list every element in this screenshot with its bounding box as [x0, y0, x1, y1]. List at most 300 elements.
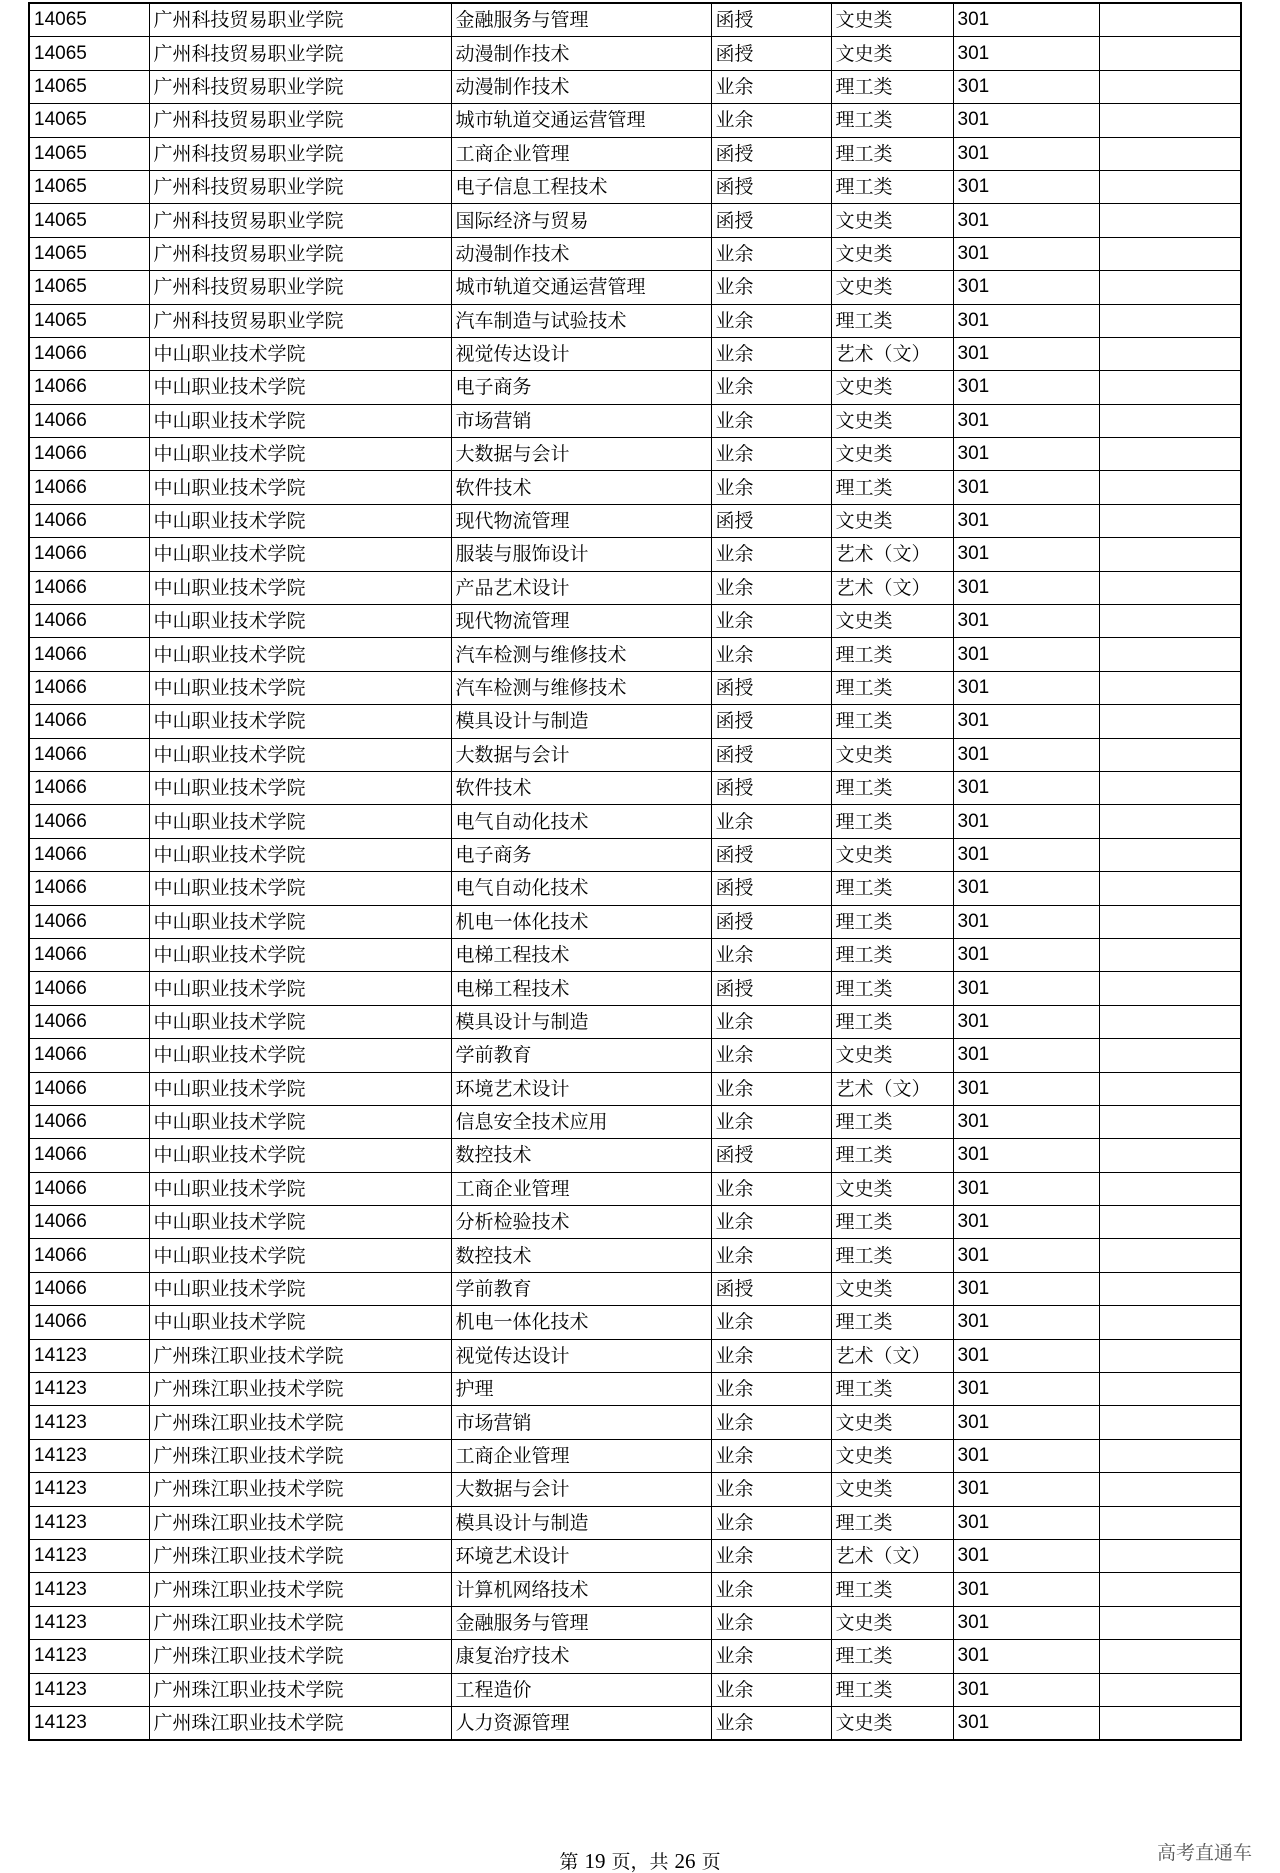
school-name-cell: 中山职业技术学院	[149, 771, 451, 804]
table-row	[29, 872, 1241, 905]
school-code-cell: 14066	[29, 1139, 149, 1172]
subject-category-cell: 理工类	[831, 1373, 953, 1406]
school-code-cell: 14123	[29, 1573, 149, 1606]
study-form-cell: 业余	[711, 805, 831, 838]
school-code-cell: 14066	[29, 771, 149, 804]
note-cell	[1099, 1139, 1241, 1172]
note-cell	[1099, 1072, 1241, 1105]
subject-category-cell: 理工类	[831, 972, 953, 1005]
table-row	[29, 738, 1241, 771]
study-form-cell: 函授	[711, 705, 831, 738]
study-form-cell: 业余	[711, 1439, 831, 1472]
school-name-cell: 中山职业技术学院	[149, 938, 451, 971]
current-page-number: 19	[584, 1849, 606, 1873]
score-cell: 301	[953, 1473, 1099, 1506]
study-form-cell: 业余	[711, 404, 831, 437]
note-cell	[1099, 1105, 1241, 1138]
score-cell: 301	[953, 872, 1099, 905]
table-row	[29, 1339, 1241, 1372]
subject-category-cell: 文史类	[831, 1473, 953, 1506]
table-row	[29, 204, 1241, 237]
table-row	[29, 1005, 1241, 1038]
school-name-cell: 广州珠江职业技术学院	[149, 1406, 451, 1439]
score-cell: 301	[953, 1640, 1099, 1673]
table-row	[29, 1606, 1241, 1639]
school-name-cell: 中山职业技术学院	[149, 504, 451, 537]
table-row	[29, 1640, 1241, 1673]
study-form-cell: 函授	[711, 838, 831, 871]
score-cell: 301	[953, 1706, 1099, 1740]
major-name-cell: 工程造价	[451, 1673, 711, 1706]
school-code-cell: 14066	[29, 1039, 149, 1072]
score-cell: 301	[953, 938, 1099, 971]
major-name-cell: 工商企业管理	[451, 137, 711, 170]
school-name-cell: 广州珠江职业技术学院	[149, 1673, 451, 1706]
table-row	[29, 838, 1241, 871]
study-form-cell: 业余	[711, 1373, 831, 1406]
study-form-cell: 业余	[711, 1573, 831, 1606]
study-form-cell: 业余	[711, 1239, 831, 1272]
score-cell: 301	[953, 1406, 1099, 1439]
major-name-cell: 市场营销	[451, 404, 711, 437]
subject-category-cell: 艺术（文）	[831, 337, 953, 370]
major-name-cell: 模具设计与制造	[451, 1005, 711, 1038]
school-name-cell: 广州科技贸易职业学院	[149, 104, 451, 137]
note-cell	[1099, 1272, 1241, 1305]
major-name-cell: 分析检验技术	[451, 1206, 711, 1239]
study-form-cell: 业余	[711, 1072, 831, 1105]
study-form-cell: 函授	[711, 872, 831, 905]
score-cell: 301	[953, 771, 1099, 804]
table-row	[29, 1105, 1241, 1138]
school-code-cell: 14066	[29, 1005, 149, 1038]
school-name-cell: 中山职业技术学院	[149, 605, 451, 638]
school-code-cell: 14066	[29, 538, 149, 571]
study-form-cell: 业余	[711, 1306, 831, 1339]
school-code-cell: 14123	[29, 1473, 149, 1506]
score-cell: 301	[953, 70, 1099, 103]
school-code-cell: 14123	[29, 1539, 149, 1572]
school-name-cell: 广州科技贸易职业学院	[149, 3, 451, 37]
study-form-cell: 业余	[711, 1039, 831, 1072]
brand-label: 高考直通车	[1156, 1842, 1252, 1864]
school-name-cell: 中山职业技术学院	[149, 1272, 451, 1305]
note-cell	[1099, 1439, 1241, 1472]
note-cell	[1099, 1539, 1241, 1572]
major-name-cell: 电气自动化技术	[451, 872, 711, 905]
note-cell	[1099, 1206, 1241, 1239]
major-name-cell: 人力资源管理	[451, 1706, 711, 1740]
school-code-cell: 14123	[29, 1406, 149, 1439]
table-row	[29, 671, 1241, 704]
study-form-cell: 函授	[711, 204, 831, 237]
subject-category-cell: 理工类	[831, 805, 953, 838]
table-row	[29, 1039, 1241, 1072]
school-name-cell: 中山职业技术学院	[149, 872, 451, 905]
subject-category-cell: 理工类	[831, 872, 953, 905]
school-name-cell: 广州珠江职业技术学院	[149, 1706, 451, 1740]
study-form-cell: 业余	[711, 104, 831, 137]
note-cell	[1099, 471, 1241, 504]
score-cell: 301	[953, 738, 1099, 771]
school-name-cell: 中山职业技术学院	[149, 1105, 451, 1138]
study-form-cell: 业余	[711, 271, 831, 304]
school-code-cell: 14123	[29, 1439, 149, 1472]
school-name-cell: 中山职业技术学院	[149, 1172, 451, 1205]
school-code-cell: 14065	[29, 104, 149, 137]
major-name-cell: 软件技术	[451, 471, 711, 504]
major-name-cell: 计算机网络技术	[451, 1573, 711, 1606]
note-cell	[1099, 538, 1241, 571]
subject-category-cell: 理工类	[831, 471, 953, 504]
footer-suffix: 页	[701, 1851, 721, 1873]
score-cell: 301	[953, 805, 1099, 838]
score-cell: 301	[953, 1105, 1099, 1138]
school-name-cell: 中山职业技术学院	[149, 738, 451, 771]
major-name-cell: 电梯工程技术	[451, 938, 711, 971]
school-name-cell: 广州科技贸易职业学院	[149, 70, 451, 103]
table-row	[29, 471, 1241, 504]
major-name-cell: 学前教育	[451, 1039, 711, 1072]
major-name-cell: 产品艺术设计	[451, 571, 711, 604]
note-cell	[1099, 1039, 1241, 1072]
note-cell	[1099, 204, 1241, 237]
study-form-cell: 业余	[711, 1406, 831, 1439]
major-name-cell: 动漫制作技术	[451, 237, 711, 270]
note-cell	[1099, 1373, 1241, 1406]
table-row	[29, 605, 1241, 638]
major-name-cell: 动漫制作技术	[451, 70, 711, 103]
school-code-cell: 14066	[29, 905, 149, 938]
score-cell: 301	[953, 1606, 1099, 1639]
school-code-cell: 14065	[29, 304, 149, 337]
note-cell	[1099, 1005, 1241, 1038]
study-form-cell: 业余	[711, 438, 831, 471]
study-form-cell: 函授	[711, 1272, 831, 1305]
school-code-cell: 14065	[29, 237, 149, 270]
score-cell: 301	[953, 1172, 1099, 1205]
score-cell: 301	[953, 204, 1099, 237]
school-code-cell: 14066	[29, 938, 149, 971]
note-cell	[1099, 1406, 1241, 1439]
school-code-cell: 14066	[29, 705, 149, 738]
school-code-cell: 14066	[29, 738, 149, 771]
school-code-cell: 14066	[29, 438, 149, 471]
note-cell	[1099, 1573, 1241, 1606]
major-name-cell: 国际经济与贸易	[451, 204, 711, 237]
major-name-cell: 电梯工程技术	[451, 972, 711, 1005]
school-code-cell: 14066	[29, 1239, 149, 1272]
score-cell: 301	[953, 838, 1099, 871]
school-code-cell: 14065	[29, 271, 149, 304]
table-row	[29, 504, 1241, 537]
table-row	[29, 938, 1241, 971]
school-code-cell: 14066	[29, 972, 149, 1005]
school-name-cell: 中山职业技术学院	[149, 471, 451, 504]
school-name-cell: 中山职业技术学院	[149, 1306, 451, 1339]
table-row	[29, 371, 1241, 404]
major-name-cell: 数控技术	[451, 1239, 711, 1272]
study-form-cell: 业余	[711, 1005, 831, 1038]
subject-category-cell: 理工类	[831, 1206, 953, 1239]
score-cell: 301	[953, 137, 1099, 170]
table-row	[29, 237, 1241, 270]
subject-category-cell: 理工类	[831, 771, 953, 804]
major-name-cell: 软件技术	[451, 771, 711, 804]
school-name-cell: 中山职业技术学院	[149, 337, 451, 370]
major-name-cell: 机电一体化技术	[451, 1306, 711, 1339]
major-name-cell: 大数据与会计	[451, 1473, 711, 1506]
table-row	[29, 905, 1241, 938]
study-form-cell: 业余	[711, 605, 831, 638]
note-cell	[1099, 1706, 1241, 1740]
score-cell: 301	[953, 104, 1099, 137]
score-cell: 301	[953, 1239, 1099, 1272]
score-cell: 301	[953, 404, 1099, 437]
note-cell	[1099, 972, 1241, 1005]
study-form-cell: 业余	[711, 70, 831, 103]
study-form-cell: 函授	[711, 972, 831, 1005]
school-name-cell: 广州珠江职业技术学院	[149, 1539, 451, 1572]
score-cell: 301	[953, 1206, 1099, 1239]
major-name-cell: 信息安全技术应用	[451, 1105, 711, 1138]
study-form-cell: 业余	[711, 1172, 831, 1205]
score-cell: 301	[953, 37, 1099, 70]
major-name-cell: 大数据与会计	[451, 738, 711, 771]
table-row	[29, 805, 1241, 838]
school-name-cell: 广州科技贸易职业学院	[149, 37, 451, 70]
school-code-cell: 14066	[29, 404, 149, 437]
score-cell: 301	[953, 471, 1099, 504]
score-cell: 301	[953, 337, 1099, 370]
major-name-cell: 护理	[451, 1373, 711, 1406]
study-form-cell: 业余	[711, 1706, 831, 1740]
score-cell: 301	[953, 271, 1099, 304]
table-row	[29, 1439, 1241, 1472]
major-name-cell: 大数据与会计	[451, 438, 711, 471]
score-cell: 301	[953, 1005, 1099, 1038]
study-form-cell: 函授	[711, 771, 831, 804]
subject-category-cell: 文史类	[831, 37, 953, 70]
study-form-cell: 业余	[711, 1339, 831, 1372]
subject-category-cell: 理工类	[831, 1573, 953, 1606]
major-name-cell: 城市轨道交通运营管理	[451, 104, 711, 137]
subject-category-cell: 理工类	[831, 1139, 953, 1172]
study-form-cell: 业余	[711, 1473, 831, 1506]
subject-category-cell: 文史类	[831, 1272, 953, 1305]
school-code-cell: 14123	[29, 1506, 149, 1539]
school-name-cell: 广州珠江职业技术学院	[149, 1373, 451, 1406]
study-form-cell: 业余	[711, 337, 831, 370]
major-name-cell: 动漫制作技术	[451, 37, 711, 70]
subject-category-cell: 文史类	[831, 204, 953, 237]
major-name-cell: 现代物流管理	[451, 605, 711, 638]
table-row	[29, 1539, 1241, 1572]
school-code-cell: 14066	[29, 504, 149, 537]
major-name-cell: 电子商务	[451, 838, 711, 871]
table-row	[29, 1239, 1241, 1272]
school-code-cell: 14123	[29, 1673, 149, 1706]
major-name-cell: 金融服务与管理	[451, 3, 711, 37]
major-name-cell: 机电一体化技术	[451, 905, 711, 938]
table-row	[29, 137, 1241, 170]
subject-category-cell: 文史类	[831, 605, 953, 638]
subject-category-cell: 理工类	[831, 170, 953, 203]
major-name-cell: 环境艺术设计	[451, 1539, 711, 1572]
score-cell: 301	[953, 605, 1099, 638]
note-cell	[1099, 170, 1241, 203]
school-name-cell: 广州科技贸易职业学院	[149, 137, 451, 170]
score-cell: 301	[953, 1506, 1099, 1539]
subject-category-cell: 艺术（文）	[831, 571, 953, 604]
school-name-cell: 广州科技贸易职业学院	[149, 304, 451, 337]
school-name-cell: 广州珠江职业技术学院	[149, 1640, 451, 1673]
school-code-cell: 14065	[29, 204, 149, 237]
school-name-cell: 广州科技贸易职业学院	[149, 170, 451, 203]
study-form-cell: 业余	[711, 1105, 831, 1138]
table-row	[29, 404, 1241, 437]
study-form-cell: 函授	[711, 504, 831, 537]
table-row	[29, 1172, 1241, 1205]
major-name-cell: 城市轨道交通运营管理	[451, 271, 711, 304]
score-cell: 301	[953, 1339, 1099, 1372]
note-cell	[1099, 938, 1241, 971]
note-cell	[1099, 37, 1241, 70]
note-cell	[1099, 271, 1241, 304]
score-cell: 301	[953, 1272, 1099, 1305]
school-code-cell: 14123	[29, 1640, 149, 1673]
note-cell	[1099, 872, 1241, 905]
school-code-cell: 14066	[29, 471, 149, 504]
study-form-cell: 业余	[711, 1539, 831, 1572]
subject-category-cell: 理工类	[831, 1506, 953, 1539]
school-name-cell: 广州珠江职业技术学院	[149, 1506, 451, 1539]
note-cell	[1099, 1506, 1241, 1539]
footer-prefix: 第	[559, 1851, 579, 1873]
school-code-cell: 14123	[29, 1606, 149, 1639]
subject-category-cell: 理工类	[831, 705, 953, 738]
subject-category-cell: 文史类	[831, 271, 953, 304]
major-name-cell: 康复治疗技术	[451, 1640, 711, 1673]
note-cell	[1099, 1172, 1241, 1205]
subject-category-cell: 艺术（文）	[831, 1339, 953, 1372]
school-name-cell: 广州珠江职业技术学院	[149, 1473, 451, 1506]
school-code-cell: 14066	[29, 671, 149, 704]
note-cell	[1099, 337, 1241, 370]
school-name-cell: 广州珠江职业技术学院	[149, 1606, 451, 1639]
study-form-cell: 业余	[711, 938, 831, 971]
table-row	[29, 3, 1241, 37]
table-row	[29, 1306, 1241, 1339]
major-name-cell: 汽车制造与试验技术	[451, 304, 711, 337]
school-name-cell: 中山职业技术学院	[149, 905, 451, 938]
table-row	[29, 1206, 1241, 1239]
score-cell: 301	[953, 1539, 1099, 1572]
table-row	[29, 1706, 1241, 1740]
table-row	[29, 1673, 1241, 1706]
study-form-cell: 业余	[711, 371, 831, 404]
school-name-cell: 广州珠江职业技术学院	[149, 1439, 451, 1472]
study-form-cell: 业余	[711, 1606, 831, 1639]
table-row	[29, 1072, 1241, 1105]
subject-category-cell: 文史类	[831, 1706, 953, 1740]
table-row	[29, 1272, 1241, 1305]
subject-category-cell: 文史类	[831, 404, 953, 437]
school-code-cell: 14065	[29, 70, 149, 103]
table-row	[29, 1373, 1241, 1406]
subject-category-cell: 理工类	[831, 104, 953, 137]
note-cell	[1099, 805, 1241, 838]
subject-category-cell: 理工类	[831, 1306, 953, 1339]
school-name-cell: 中山职业技术学院	[149, 671, 451, 704]
study-form-cell: 业余	[711, 571, 831, 604]
score-cell: 301	[953, 1039, 1099, 1072]
note-cell	[1099, 1473, 1241, 1506]
school-name-cell: 中山职业技术学院	[149, 1239, 451, 1272]
table-row	[29, 1473, 1241, 1506]
score-cell: 301	[953, 1573, 1099, 1606]
study-form-cell: 业余	[711, 1506, 831, 1539]
score-cell: 301	[953, 438, 1099, 471]
major-name-cell: 电气自动化技术	[451, 805, 711, 838]
table-row	[29, 1573, 1241, 1606]
subject-category-cell: 理工类	[831, 1239, 953, 1272]
note-cell	[1099, 638, 1241, 671]
school-code-cell: 14066	[29, 1272, 149, 1305]
note-cell	[1099, 738, 1241, 771]
note-cell	[1099, 605, 1241, 638]
school-name-cell: 中山职业技术学院	[149, 705, 451, 738]
subject-category-cell: 理工类	[831, 938, 953, 971]
table-body	[29, 3, 1241, 1740]
score-cell: 301	[953, 538, 1099, 571]
score-cell: 301	[953, 1072, 1099, 1105]
school-name-cell: 中山职业技术学院	[149, 638, 451, 671]
score-cell: 301	[953, 304, 1099, 337]
table-row	[29, 37, 1241, 70]
school-code-cell: 14065	[29, 37, 149, 70]
school-name-cell: 中山职业技术学院	[149, 571, 451, 604]
major-name-cell: 汽车检测与维修技术	[451, 638, 711, 671]
subject-category-cell: 文史类	[831, 438, 953, 471]
table-row	[29, 638, 1241, 671]
major-name-cell: 视觉传达设计	[451, 1339, 711, 1372]
school-code-cell: 14066	[29, 1172, 149, 1205]
score-cell: 301	[953, 1139, 1099, 1172]
school-name-cell: 广州科技贸易职业学院	[149, 204, 451, 237]
note-cell	[1099, 905, 1241, 938]
study-form-cell: 业余	[711, 237, 831, 270]
major-name-cell: 学前教育	[451, 1272, 711, 1305]
school-code-cell: 14066	[29, 1206, 149, 1239]
note-cell	[1099, 771, 1241, 804]
score-cell: 301	[953, 237, 1099, 270]
score-cell: 301	[953, 1439, 1099, 1472]
school-name-cell: 中山职业技术学院	[149, 438, 451, 471]
subject-category-cell: 文史类	[831, 1039, 953, 1072]
table-row	[29, 337, 1241, 370]
school-name-cell: 广州科技贸易职业学院	[149, 271, 451, 304]
major-name-cell: 模具设计与制造	[451, 705, 711, 738]
study-form-cell: 函授	[711, 137, 831, 170]
study-form-cell: 函授	[711, 37, 831, 70]
score-cell: 301	[953, 1373, 1099, 1406]
note-cell	[1099, 304, 1241, 337]
subject-category-cell: 文史类	[831, 1439, 953, 1472]
score-cell: 301	[953, 671, 1099, 704]
school-name-cell: 中山职业技术学院	[149, 972, 451, 1005]
note-cell	[1099, 1239, 1241, 1272]
